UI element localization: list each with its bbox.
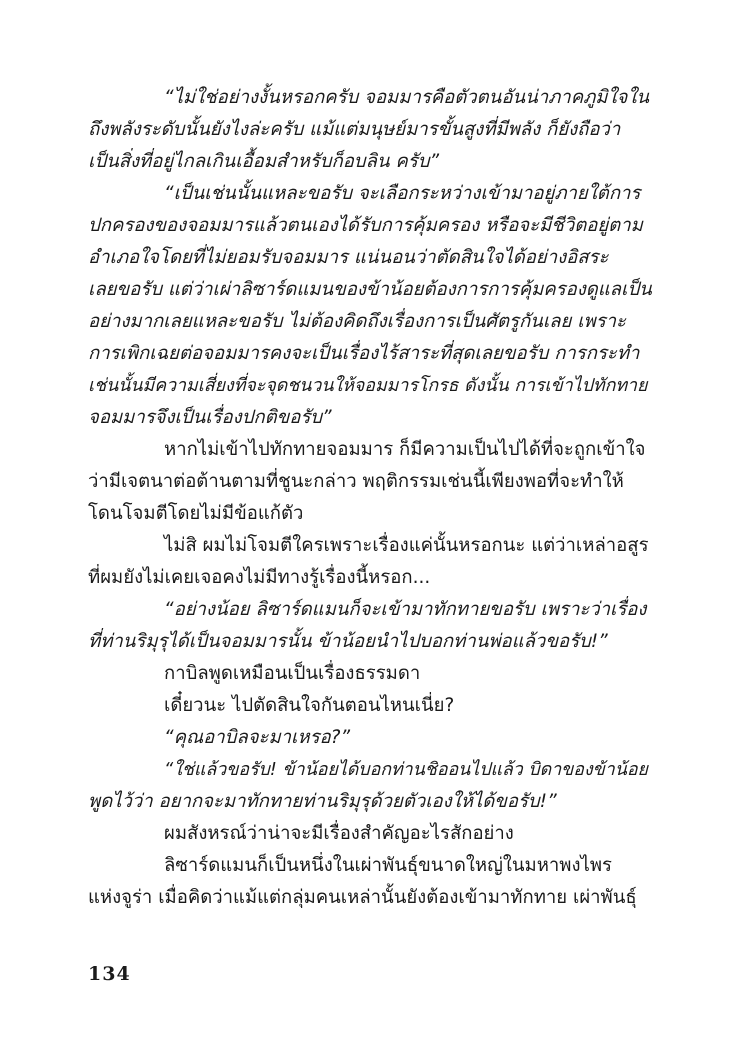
text-line: ว่ามีเจตนาต่อต้านตามที่ชูนะกล่าว พฤติกรรมเช่นนี้เพียงพอที่จะทำให้ (88, 471, 624, 492)
text-line: จอมมารจึงเป็นเรื่องปกติขอรับ” (88, 407, 332, 428)
text-line: หากไม่เข้าไปทักทายจอมมาร ก็มีความเป็นไปได้ที่จะถูกเข้าใจ (164, 439, 646, 460)
text-line: “คุณอาบิลจะมาเหรอ?” (164, 727, 351, 748)
text-line: ที่ผมยังไม่เคยเจอคงไม่มีทางรู้เรื่องนี้หรอก... (88, 567, 431, 588)
text-line: ลิซาร์ดแมนก็เป็นหนึ่งในเผ่าพันธุ์ขนาดใหญ่ในมหาพงไพร (164, 855, 612, 876)
text-line: “ไม่ใช่อย่างงั้นหรอกครับ จอมมารคือตัวตนอันน่าภาคภูมิใจใน (164, 87, 650, 108)
text-line: ไม่สิ ผมไม่โจมตีใครเพราะเรื่องแค่นั้นหรอกนะ แต่ว่าเหล่าอสูร (164, 535, 649, 556)
text-line: การเพิกเฉยต่อจอมมารคงจะเป็นเรื่องไร้สาระที่สุดเลยขอรับ การกระทำ (88, 343, 640, 364)
text-line: ถึงพลังระดับนั้นยังไงล่ะครับ แม้แต่มนุษย์มารขั้นสูงที่มีพลัง ก็ยังถือว่า (88, 119, 621, 140)
text-line: อย่างมากเลยแหละขอรับ ไม่ต้องคิดถึงเรื่องการเป็นศัตรูกันเลย เพราะ (88, 311, 626, 332)
text-line: พูดไว้ว่า อยากจะมาทักทายท่านริมุรุด้วยตัวเองให้ได้ขอรับ!” (88, 791, 557, 812)
text-line: “เป็นเช่นนั้นแหละขอรับ จะเลือกระหว่างเข้ามาอยู่ภายใต้การ (164, 183, 641, 204)
text-line: โดนโจมตีโดยไม่มีข้อแก้ตัว (88, 503, 304, 524)
text-line: แห่งจูร่า เมื่อคิดว่าแม้แต่กลุ่มคนเหล่านั้นยังต้องเข้ามาทักทาย เผ่าพันธุ์ (88, 887, 637, 908)
text-line: ที่ท่านริมุรุได้เป็นจอมมารนั้น ข้าน้อยนำไปบอกท่านพ่อแล้วขอรับ!” (88, 631, 608, 652)
text-line: เดี๋ยวนะ ไปตัดสินใจกันตอนไหนเนี่ย? (164, 695, 455, 716)
text-line: “ใช่แล้วขอรับ! ข้าน้อยได้บอกท่านชิออนไปแล้ว บิดาของข้าน้อย (164, 760, 648, 780)
text-line: “อย่างน้อย ลิซาร์ดแมนก็จะเข้ามาทักทายขอรับ เพราะว่าเรื่อง (164, 599, 647, 620)
text-line: ปกครองของจอมมารแล้วตนเองได้รับการคุ้มครอง หรือจะมีชีวิตอยู่ตาม (88, 215, 643, 236)
text-line: เป็นสิ่งที่อยู่ไกลเกินเอื้อมสำหรับก็อบลิน ครับ” (88, 151, 440, 172)
page-number: 134 (88, 963, 131, 985)
text-line: ผมสังหรณ์ว่าน่าจะมีเรื่องสำคัญอะไรสักอย่าง (164, 823, 514, 844)
text-line: อำเภอใจโดยที่ไม่ยอมรับจอมมาร แน่นอนว่าตัดสินใจได้อย่างอิสระ (88, 247, 609, 268)
text-line: กาบิลพูดเหมือนเป็นเรื่องธรรมดา (164, 663, 421, 684)
text-line: เลยขอรับ แต่ว่าเผ่าลิซาร์ดแมนของข้าน้อยต้องการการคุ้มครองดูแลเป็น (88, 279, 652, 300)
text-line: เช่นนั้นมีความเสี่ยงที่จะจุดชนวนให้จอมมารโกรธ ดังนั้น การเข้าไปทักทาย (88, 376, 648, 396)
